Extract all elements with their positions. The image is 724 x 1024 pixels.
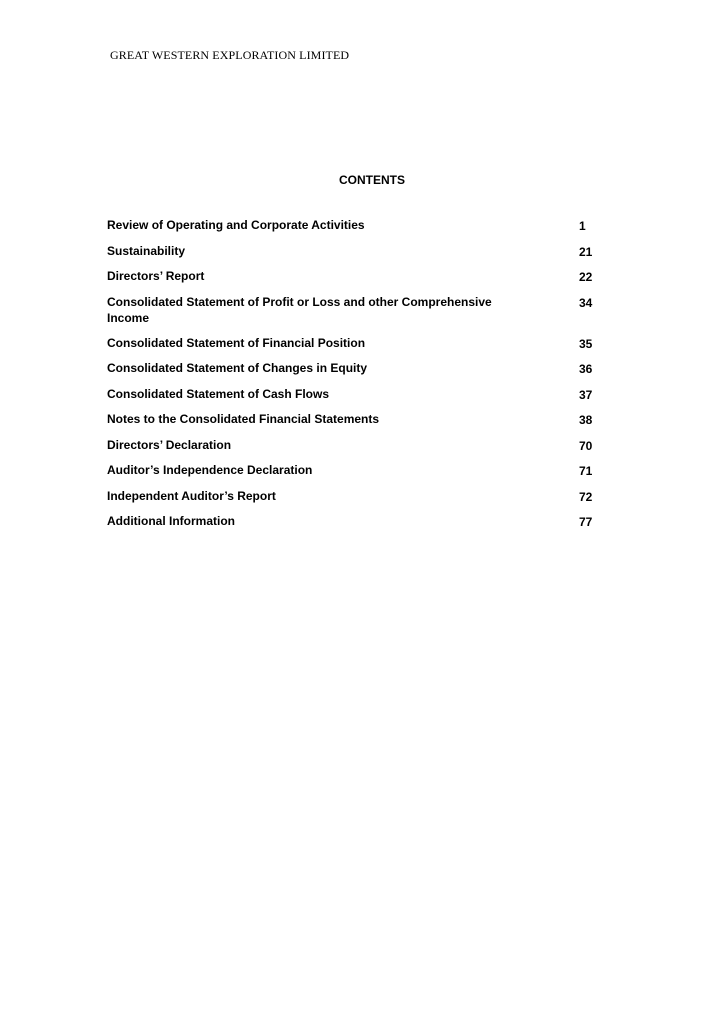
toc-entry-page: 38 [579,413,593,427]
toc-entry-title: Consolidated Statement of Changes in Equity [107,361,368,375]
toc-row [107,437,607,455]
toc-entry-title: Directors’ Declaration [107,437,232,452]
toc-entry-title: Consolidated Statement of Financial Position [107,335,366,350]
toc-row [107,217,607,235]
toc-row [107,268,607,286]
toc-row [107,360,607,378]
toc-entry-title: Consolidated Statement of Cash Flows [107,386,330,401]
toc-entry-title: Independent Auditor’s Report [107,488,276,503]
toc-entry-title: Sustainability [107,243,186,258]
toc-row [107,462,607,480]
toc-row [107,386,607,404]
toc-row [107,411,607,429]
toc-entry-page: 1 [579,219,586,233]
toc-row [107,243,607,261]
toc-entry-title: Additional Information [107,514,235,528]
toc-entry-page: 35 [579,336,593,351]
toc-entry-title: Auditor’s Independence Declaration [107,463,313,477]
contents-heading: CONTENTS [339,173,405,187]
toc-entry-title: Consolidated Statement of Profit or Loss and other Comprehensive Income [107,294,492,325]
toc-entry-page: 37 [579,387,593,402]
toc-entry-page: 70 [579,438,593,453]
toc-row [107,513,607,531]
toc-entry-title: Notes to the Consolidated Financial Statements [107,412,380,426]
toc-entry-page: 34 [579,295,593,310]
toc-entry-page: 77 [579,515,593,529]
company-name: GREAT WESTERN EXPLORATION LIMITED [110,48,350,62]
toc-entry-title: Directors’ Report [107,269,205,283]
table-of-contents [107,217,607,539]
toc-entry-page: 71 [579,464,593,478]
toc-entry-page: 21 [579,244,593,259]
toc-entry-page: 36 [579,362,593,376]
toc-entry-page: 22 [579,270,593,284]
toc-row [107,488,607,506]
toc-entry-title: Review of Operating and Corporate Activities [107,218,365,232]
toc-row [107,335,607,353]
toc-entry-page: 72 [579,489,593,504]
toc-row [107,294,607,327]
